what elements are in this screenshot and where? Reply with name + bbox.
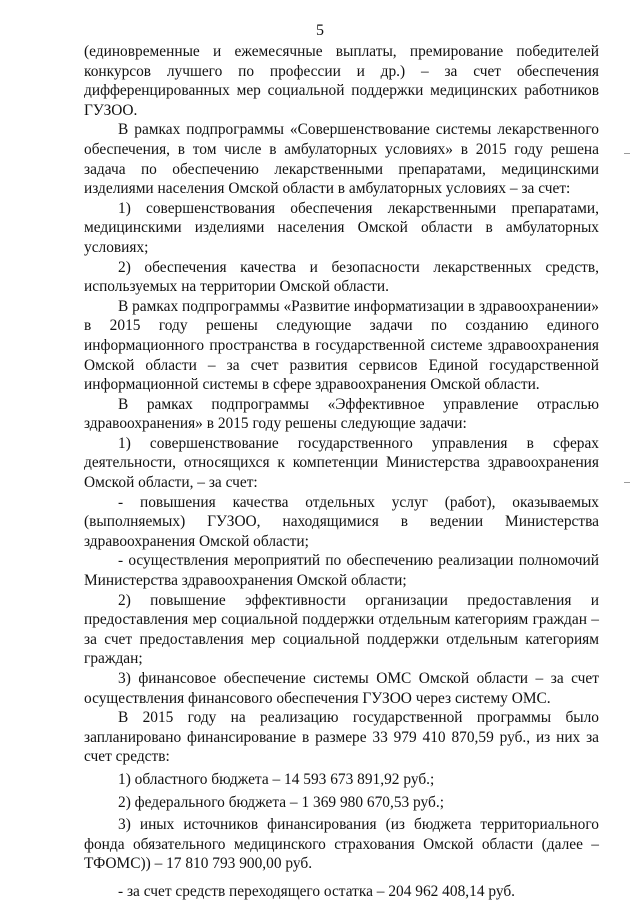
list-item: 1) совершенствование государственного управления в сферах деятельности, относящихся к компетенции Министерства здравоохранения Омской области, – за счет: bbox=[84, 434, 599, 492]
list-item: 2) обеспечения качества и безопасности лекарственных средств, используемых на территории Омской области. bbox=[84, 258, 599, 296]
paragraph: В рамках подпрограммы «Развитие информатизации в здравоохранении» в 2015 году решены следующие задачи по созданию единого информационного пространства в государственной системе здравоохранения Омской области – за счет развития сервисов Единой государственной информационной системы в сфере здравоохранения Омской области. bbox=[84, 297, 599, 394]
paragraph: В рамках подпрограммы «Эффективное управление отраслью здравоохранения» в 2015 году решены следующие задачи: bbox=[84, 395, 599, 433]
paragraph: В рамках подпрограммы «Совершенствование системы лекарственного обеспечения, в том числе в амбулаторных условиях» в 2015 году решена задача по обеспечению лекарственными препаратами, медицинскими изделиями населения Омской области в амбулаторных условиях – за счет: bbox=[84, 121, 599, 198]
list-item: 2) федерального бюджета – 1 369 980 670,53 руб.; bbox=[118, 793, 444, 811]
document-body bbox=[84, 42, 599, 902]
list-item: 1) областного бюджета – 14 593 673 891,92 руб.; bbox=[118, 770, 435, 788]
list-item: 3) финансовое обеспечение системы ОМС Омской области – за счет осуществления финансового обеспечения ГУЗОО через систему ОМС. bbox=[84, 670, 599, 707]
list-item: 2) повышение эффективности организации предоставления и предоставления мер социальной поддержки отдельным категориям граждан – за счет предоставления мер социальной поддержки отдельным категориям граждан; bbox=[84, 591, 599, 668]
paragraph: В 2015 году на реализацию государственной программы было запланировано финансирование в размере 33 979 410 870,59 руб., из них за счет средств: bbox=[84, 709, 599, 766]
list-item: - осуществления мероприятий по обеспечению реализации полномочий Министерства здравоохранения Омской области; bbox=[84, 552, 599, 590]
list-item: - за счет средств переходящего остатка – 204 962 408,14 руб. bbox=[118, 882, 516, 900]
page-number: 5 bbox=[316, 22, 324, 39]
margin-scan-mark bbox=[624, 482, 630, 483]
margin-scan-mark bbox=[624, 153, 630, 154]
list-item: 3) иных источников финансирования (из бюджета территориального фонда обязательного медицинского страхования Омской области (далее – ТФОМС)) – 17 810 793 900,00 руб. bbox=[84, 816, 599, 873]
list-item: 1) совершенствования обеспечения лекарственными препаратами, медицинскими изделиями населения Омской области в амбулаторных условиях; bbox=[84, 199, 599, 256]
paragraph: (единовременные и ежемесячные выплаты, премирование победителей конкурсов лучшего по профессии и др.) – за счет обеспечения дифференцированных мер социальной поддержки медицинских работников ГУЗОО. bbox=[84, 43, 599, 119]
list-item: - повышения качества отдельных услуг (работ), оказываемых (выполняемых) ГУЗОО, находящимися в ведении Министерства здравоохранения Омской области; bbox=[84, 493, 599, 550]
